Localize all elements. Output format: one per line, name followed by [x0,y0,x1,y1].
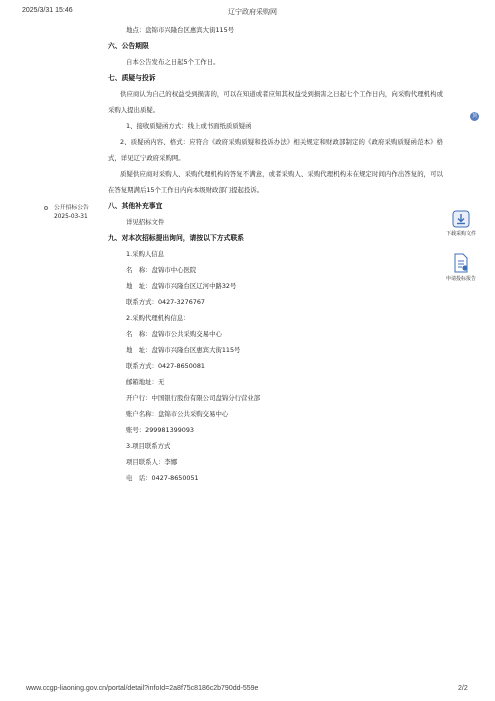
address-line: 地点：盘锦市兴隆台区惠宾大街115号 [126,26,235,34]
section-7-item-2: 2、质疑函内容、格式：应符合《政府采购质疑和投诉办法》相关规定和财政部制定的《政府采购质疑函范本》格式，详见辽宁政府采购网。 [108,138,443,162]
agency-info-heading: 2.采购代理机构信息： [126,314,190,322]
print-datetime: 2025/3/31 15:46 [22,7,73,14]
document-edit-icon [452,253,470,273]
notice-category: 公开招标公告 [54,205,89,211]
purchaser-info-heading: 1.采购人信息 [126,250,165,258]
print-page-number: 2/2 [458,685,468,692]
agency-account-name: 账户名称：盘锦市公共采购交易中心 [126,410,229,418]
category-dot-icon [44,206,48,210]
purchaser-name: 名 称：盘锦市中心医院 [126,266,197,274]
agency-phone: 联系方式：0427-8650081 [126,362,205,370]
section-6-title: 六、公告期限 [108,42,149,50]
purchaser-address: 地 址：盘锦市兴隆台区辽河中路32号 [126,282,237,290]
print-url: www.ccgp-liaoning.gov.cn/portal/detail?infoId=2a8f75c8186c2b790dd-559e [26,685,259,692]
section-7-item-1: 1、接收质疑函方式：线上或书面纸质质疑函 [126,122,252,130]
agency-account-number: 账号：299981399093 [126,426,194,434]
notice-body [108,22,443,486]
project-contact-phone: 电 话：0427-8650051 [126,474,199,482]
print-footer [0,685,495,697]
download-icon [452,210,470,228]
download-file-button[interactable] [436,210,486,237]
back-to-top-button[interactable]: 顶 [471,113,477,119]
section-7-para-1: 供应商认为自己的权益受到损害的，可以在知道或者应知其权益受到损害之日起七个工作日内，向采购代理机构或采购人提出质疑。 [108,90,443,114]
agency-email: 邮箱地址：无 [126,378,165,386]
agency-name: 名 称：盘锦市公共采购交易中心 [126,330,222,338]
download-file-label: 下载采购文件 [445,231,476,237]
section-8-body: 详见招标文件 [126,218,165,226]
section-8-title: 八、其他补充事宜 [108,202,163,210]
notice-date: 2025-03-31 [54,214,88,220]
section-7-title: 七、质疑与投诉 [108,74,156,82]
project-contact-heading: 3.项目联系方式 [126,442,171,450]
print-site-title: 辽宁政府采购网 [228,8,277,16]
section-9-title: 九、对本次招标提出询问，请按以下方式联系 [108,234,244,242]
project-contact-person: 项目联系人：李娜 [126,458,178,466]
agency-address: 地 址：盘锦市兴隆台区惠宾大街115号 [126,346,241,354]
print-header [0,6,495,18]
apply-bid-report-button[interactable] [436,253,486,282]
apply-bid-report-label: 申请投标报告 [445,276,476,282]
notice-meta [44,204,104,222]
agency-bank: 开户行：中国银行股份有限公司盘锦分行营业部 [126,394,261,402]
section-7-para-2: 质疑供应商对采购人、采购代理机构的答复不满意，或者采购人、采购代理机构未在规定时间内作出答复的，可以在答复期满后15个工作日内向本级财政部门提起投诉。 [108,170,443,194]
section-6-body: 自本公告发布之日起5个工作日。 [126,58,220,66]
purchaser-phone: 联系方式：0427-3276767 [126,298,205,306]
